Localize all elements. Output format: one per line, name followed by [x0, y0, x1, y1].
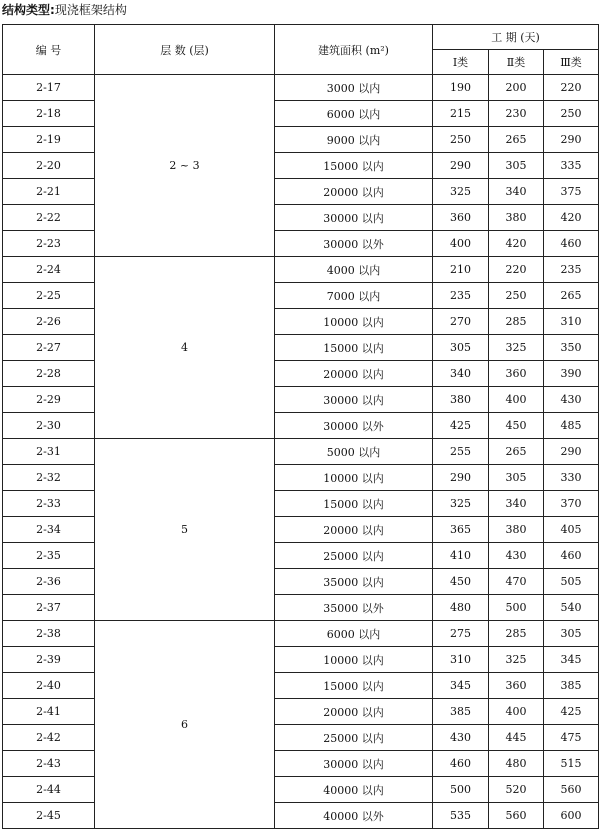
construction-period-table [2, 24, 599, 829]
row-class-1: 400 [433, 231, 489, 257]
row-code: 2-21 [3, 179, 95, 205]
row-area: 20000 以内 [275, 517, 433, 543]
row-class-3: 310 [544, 309, 599, 335]
row-class-1: 340 [433, 361, 489, 387]
row-code: 2-36 [3, 569, 95, 595]
row-code: 2-26 [3, 309, 95, 335]
row-area: 30000 以内 [275, 387, 433, 413]
row-class-3: 475 [544, 725, 599, 751]
row-class-3: 375 [544, 179, 599, 205]
row-class-3: 425 [544, 699, 599, 725]
row-class-2: 560 [489, 803, 544, 829]
row-area: 30000 以内 [275, 205, 433, 231]
row-code: 2-25 [3, 283, 95, 309]
row-code: 2-40 [3, 673, 95, 699]
table-row [3, 283, 599, 309]
table-row [3, 75, 599, 101]
row-class-1: 385 [433, 699, 489, 725]
row-class-2: 200 [489, 75, 544, 101]
table-row [3, 543, 599, 569]
row-class-1: 450 [433, 569, 489, 595]
row-class-1: 235 [433, 283, 489, 309]
row-layers: 2 ~ 3 [95, 75, 275, 257]
table-body [3, 75, 599, 829]
row-code: 2-20 [3, 153, 95, 179]
row-class-3: 600 [544, 803, 599, 829]
row-class-3: 290 [544, 439, 599, 465]
row-class-2: 340 [489, 179, 544, 205]
row-class-3: 485 [544, 413, 599, 439]
row-area: 15000 以内 [275, 491, 433, 517]
row-area: 25000 以内 [275, 725, 433, 751]
row-code: 2-28 [3, 361, 95, 387]
row-class-3: 265 [544, 283, 599, 309]
table-row [3, 361, 599, 387]
row-code: 2-33 [3, 491, 95, 517]
row-code: 2-37 [3, 595, 95, 621]
row-area: 4000 以内 [275, 257, 433, 283]
row-class-3: 290 [544, 127, 599, 153]
row-area: 6000 以内 [275, 621, 433, 647]
table-row [3, 647, 599, 673]
row-code: 2-23 [3, 231, 95, 257]
row-area: 15000 以内 [275, 335, 433, 361]
row-class-3: 235 [544, 257, 599, 283]
table-row [3, 751, 599, 777]
table-row [3, 517, 599, 543]
row-class-2: 360 [489, 361, 544, 387]
row-class-2: 285 [489, 621, 544, 647]
row-class-3: 385 [544, 673, 599, 699]
row-code: 2-17 [3, 75, 95, 101]
row-class-2: 480 [489, 751, 544, 777]
row-class-1: 290 [433, 465, 489, 491]
table-row [3, 387, 599, 413]
row-code: 2-27 [3, 335, 95, 361]
table-row [3, 803, 599, 829]
table-row [3, 335, 599, 361]
header-class-3: Ⅲ类 [544, 50, 599, 75]
row-code: 2-24 [3, 257, 95, 283]
row-class-2: 360 [489, 673, 544, 699]
row-code: 2-44 [3, 777, 95, 803]
row-code: 2-45 [3, 803, 95, 829]
row-class-2: 305 [489, 153, 544, 179]
row-class-2: 430 [489, 543, 544, 569]
structure-type-caption [2, 2, 127, 18]
row-area: 9000 以内 [275, 127, 433, 153]
row-class-2: 445 [489, 725, 544, 751]
row-layers: 6 [95, 621, 275, 829]
row-class-2: 420 [489, 231, 544, 257]
row-class-2: 325 [489, 647, 544, 673]
row-class-3: 335 [544, 153, 599, 179]
row-class-2: 265 [489, 127, 544, 153]
row-class-3: 345 [544, 647, 599, 673]
row-class-2: 380 [489, 517, 544, 543]
row-class-1: 190 [433, 75, 489, 101]
row-class-1: 325 [433, 491, 489, 517]
row-class-1: 460 [433, 751, 489, 777]
row-class-3: 515 [544, 751, 599, 777]
table-row [3, 699, 599, 725]
row-class-1: 365 [433, 517, 489, 543]
table-row [3, 491, 599, 517]
row-class-3: 350 [544, 335, 599, 361]
row-class-2: 250 [489, 283, 544, 309]
row-class-1: 325 [433, 179, 489, 205]
header-area: 建筑面积 (m²) [275, 25, 433, 75]
header-layers: 层 数 (层) [95, 25, 275, 75]
table-row [3, 569, 599, 595]
row-class-2: 500 [489, 595, 544, 621]
row-class-3: 560 [544, 777, 599, 803]
row-class-1: 380 [433, 387, 489, 413]
row-class-1: 500 [433, 777, 489, 803]
row-class-1: 290 [433, 153, 489, 179]
table-row [3, 309, 599, 335]
caption-label: 结构类型: [2, 3, 55, 17]
caption-value: 现浇框架结构 [54, 3, 127, 17]
row-class-1: 255 [433, 439, 489, 465]
row-area: 20000 以内 [275, 699, 433, 725]
row-area: 5000 以内 [275, 439, 433, 465]
row-code: 2-32 [3, 465, 95, 491]
row-class-2: 285 [489, 309, 544, 335]
table-header [3, 25, 599, 75]
row-class-2: 325 [489, 335, 544, 361]
row-class-1: 275 [433, 621, 489, 647]
row-class-2: 220 [489, 257, 544, 283]
table-row [3, 595, 599, 621]
row-code: 2-31 [3, 439, 95, 465]
table-row [3, 777, 599, 803]
row-class-3: 330 [544, 465, 599, 491]
row-code: 2-35 [3, 543, 95, 569]
row-class-3: 460 [544, 543, 599, 569]
row-class-3: 370 [544, 491, 599, 517]
row-area: 40000 以外 [275, 803, 433, 829]
table-row [3, 725, 599, 751]
row-class-1: 215 [433, 101, 489, 127]
row-class-2: 305 [489, 465, 544, 491]
row-area: 10000 以内 [275, 647, 433, 673]
row-area: 15000 以内 [275, 153, 433, 179]
row-class-1: 430 [433, 725, 489, 751]
row-class-3: 430 [544, 387, 599, 413]
row-class-1: 480 [433, 595, 489, 621]
row-class-1: 425 [433, 413, 489, 439]
row-code: 2-29 [3, 387, 95, 413]
row-class-2: 520 [489, 777, 544, 803]
row-area: 30000 以外 [275, 231, 433, 257]
row-area: 20000 以内 [275, 179, 433, 205]
table-row [3, 465, 599, 491]
row-class-2: 380 [489, 205, 544, 231]
row-area: 30000 以内 [275, 751, 433, 777]
row-area: 30000 以外 [275, 413, 433, 439]
table-row [3, 153, 599, 179]
table-row [3, 101, 599, 127]
table-row [3, 257, 599, 283]
row-class-2: 340 [489, 491, 544, 517]
row-class-2: 450 [489, 413, 544, 439]
row-area: 10000 以内 [275, 309, 433, 335]
row-class-2: 400 [489, 699, 544, 725]
row-class-3: 540 [544, 595, 599, 621]
row-class-3: 250 [544, 101, 599, 127]
row-code: 2-38 [3, 621, 95, 647]
row-class-1: 270 [433, 309, 489, 335]
row-class-1: 210 [433, 257, 489, 283]
row-code: 2-19 [3, 127, 95, 153]
row-code: 2-42 [3, 725, 95, 751]
table-row [3, 205, 599, 231]
row-class-2: 400 [489, 387, 544, 413]
row-area: 6000 以内 [275, 101, 433, 127]
table-row [3, 439, 599, 465]
row-area: 25000 以内 [275, 543, 433, 569]
row-class-3: 390 [544, 361, 599, 387]
table-row [3, 413, 599, 439]
row-code: 2-34 [3, 517, 95, 543]
row-class-3: 460 [544, 231, 599, 257]
row-code: 2-39 [3, 647, 95, 673]
row-layers: 5 [95, 439, 275, 621]
row-class-3: 220 [544, 75, 599, 101]
table-row [3, 179, 599, 205]
row-code: 2-30 [3, 413, 95, 439]
table-row [3, 231, 599, 257]
row-area: 35000 以外 [275, 595, 433, 621]
header-code: 编 号 [3, 25, 95, 75]
row-code: 2-22 [3, 205, 95, 231]
row-area: 10000 以内 [275, 465, 433, 491]
row-area: 7000 以内 [275, 283, 433, 309]
row-code: 2-43 [3, 751, 95, 777]
row-area: 20000 以内 [275, 361, 433, 387]
row-class-1: 410 [433, 543, 489, 569]
table-row [3, 673, 599, 699]
table-row [3, 621, 599, 647]
row-class-2: 470 [489, 569, 544, 595]
row-class-3: 405 [544, 517, 599, 543]
row-area: 3000 以内 [275, 75, 433, 101]
row-area: 35000 以内 [275, 569, 433, 595]
row-class-1: 250 [433, 127, 489, 153]
row-class-1: 360 [433, 205, 489, 231]
header-class-1: Ⅰ类 [433, 50, 489, 75]
row-class-3: 420 [544, 205, 599, 231]
row-class-1: 535 [433, 803, 489, 829]
row-class-1: 310 [433, 647, 489, 673]
row-area: 40000 以内 [275, 777, 433, 803]
table-row [3, 127, 599, 153]
row-code: 2-41 [3, 699, 95, 725]
row-class-1: 345 [433, 673, 489, 699]
row-code: 2-18 [3, 101, 95, 127]
row-class-2: 230 [489, 101, 544, 127]
row-class-1: 305 [433, 335, 489, 361]
row-class-2: 265 [489, 439, 544, 465]
row-area: 15000 以内 [275, 673, 433, 699]
row-layers: 4 [95, 257, 275, 439]
row-class-3: 505 [544, 569, 599, 595]
header-class-2: Ⅱ类 [489, 50, 544, 75]
row-class-3: 305 [544, 621, 599, 647]
header-period: 工 期 (天) [433, 25, 599, 50]
